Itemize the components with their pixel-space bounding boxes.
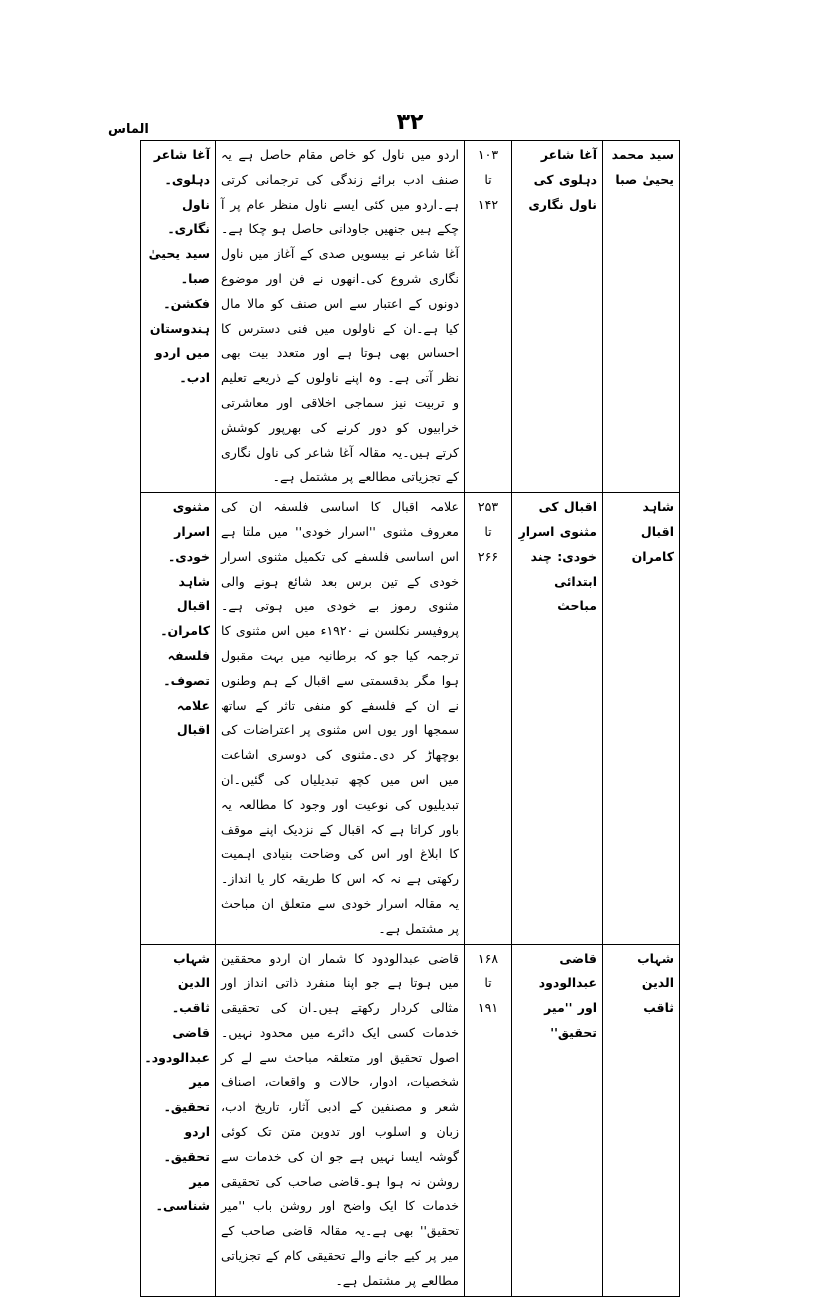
article-index-table (140, 140, 680, 1297)
summary-cell: اردو میں ناول کو خاص مقام حاصل ہے یہ صنف ادب برائے زندگی کی ترجمانی کرتی ہے۔اردو میں کئی ایسے ناول منظر عام پر آ چکے ہیں جنھیں جاودانی حاصل ہو چکا ہے۔آغا شاعر نے بیسویں صدی کے آغاز میں ناول نگاری شروع کی۔انھوں نے فن اور موضوع دونوں کے اعتبار سے اس صنف کو مالا مال کیا ہے۔ان کے ناولوں میں فنی دسترس کا احساس بھی ہوتا ہے اور متعدد بیت بھی نظر آتی ہے۔ وہ اپنے ناولوں کے ذریعے تعلیم و تربیت نیز سماجی اخلاقی اور معاشرتی خرابیوں کو دور کرنے کی بھرپور کوشش کرتے ہیں۔یہ مقالہ آغا شاعر کی ناول نگاری کے تجزیاتی مطالعے پر مشتمل ہے۔ (216, 141, 465, 493)
keywords-cell: مثنوی اسرار خودی۔ شاہد اقبال کامران۔ فلسفہ تصوف۔ علامہ اقبال (141, 493, 216, 944)
author-cell: شہاب الدین ثاقب (603, 944, 680, 1296)
keywords-cell: شہاب الدین ثاقب۔قاضی عبدالودود۔میر تحقیق۔اردو تحقیق۔میر شناسی۔ (141, 944, 216, 1296)
page-range-cell (465, 141, 512, 493)
page-end: ۱۴۲ (477, 196, 499, 212)
table-row (141, 944, 680, 1296)
keywords-cell: آغا شاعر دہلوی۔ ناول نگاری۔سید یحییٰ صبا۔فکشن۔ ہندوستان میں اردو ادب۔ (141, 141, 216, 493)
page-range-cell (465, 944, 512, 1296)
page-separator: تا (484, 523, 492, 539)
summary-cell: علامہ اقبال کا اساسی فلسفہ ان کی معروف مثنوی ''اسرار خودی'' میں ملتا ہے اس اساسی فلسفے کی تکمیل مثنوی اسرار خودی کے تین برس بعد شائع ہونے والی مثنوی رموز بے خودی میں ہوتی ہے۔ پروفیسر نکلسن نے ۱۹۲۰ء میں اس مثنوی کا ترجمہ کیا جو کہ برطانیہ میں بہت مقبول ہوا مگر بدقسمتی سے اقبال کے ہم وطنوں نے ان کے فلسفے کو منفی تاثر کے ساتھ سمجھا اور یوں اس مثنوی پر اعتراضات کی بوچھاڑ کر دی۔مثنوی کی دوسری اشاعت میں اس میں کچھ تبدیلیاں کی گئیں۔ان تبدیلیوں کی نوعیت اور وجود کا مطالعہ یہ باور کراتا ہے کہ اقبال کے نزدیک اپنے موقف کا ابلاغ اور اس کی وضاحت بنیادی اہمیت رکھتی ہے نہ کہ اس کا طریقہ کار یا انداز۔ یہ مقالہ اسرار خودی سے متعلق ان مباحث پر مشتمل ہے۔ (216, 493, 465, 944)
table-row (141, 493, 680, 944)
table-row (141, 141, 680, 493)
article-title-cell: اقبال کی مثنوی اسرارِ خودی: چند ابتدائی مباحث (512, 493, 603, 944)
page-end: ۱۹۱ (477, 1000, 499, 1016)
page-start: ۱۰۳ (477, 147, 499, 162)
page-range-cell (465, 493, 512, 944)
article-title-cell: قاضی عبدالودود اور ''میر تحقیق'' (512, 944, 603, 1296)
page-start: ۱۶۸ (477, 950, 499, 966)
journal-title: الماس (108, 122, 149, 137)
page-number: ۳۲ (396, 110, 424, 135)
article-title-cell: آغا شاعر دہلوی کی ناول نگاری (512, 141, 603, 493)
author-cell: سید محمد یحییٰ صبا (603, 141, 680, 493)
author-cell: شاہد اقبال کامران (603, 493, 680, 944)
page-separator: تا (484, 171, 492, 187)
page-start: ۲۵۳ (477, 499, 499, 515)
page-separator: تا (484, 975, 492, 991)
summary-cell: قاضی عبدالودود کا شمار ان اردو محققین میں ہوتا ہے جو اپنا منفرد ذاتی انداز اور مثالی کردار رکھتے ہیں۔ان کی تحقیقی خدمات کسی ایک دائرے میں محدود نہیں۔اصول تحقیق اور متعلقہ مباحث سے لے کر شخصیات، ادوار، حالات و واقعات، اصناف شعر و مصنفین کے ادبی آثار، تاریخ ادب، زبان و اسلوب اور تدوین متن تک کوئی گوشہ ایسا نہیں ہے جو ان کی خدمات سے روشن نہ ہوا ہو۔قاضی صاحب کی تحقیقی خدمات کا ایک واضح اور روشن باب ''میر تحقیق'' بھی ہے۔یہ مقالہ قاضی صاحب کے میر پر کیے جانے والے تحقیقی کام کے تجزیاتی مطالعے پر مشتمل ہے۔ (216, 944, 465, 1296)
page-end: ۲۶۶ (477, 548, 499, 564)
